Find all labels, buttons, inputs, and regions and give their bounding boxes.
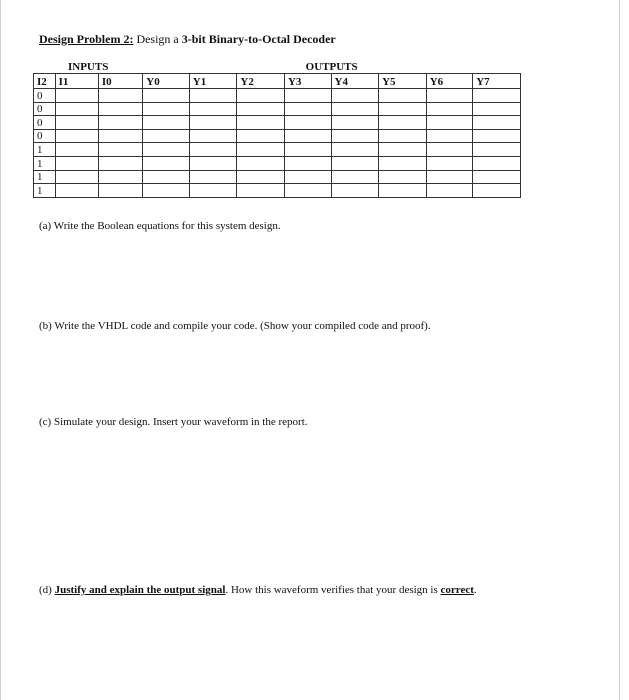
question-d-correct: correct xyxy=(440,584,474,596)
i2-cell: 0 xyxy=(34,129,56,143)
col-header-i0: I0 xyxy=(98,74,142,89)
table-row xyxy=(34,170,521,184)
question-c: (c) Simulate your design. Insert your waveform in the report. xyxy=(39,416,308,428)
col-header-y2: Y2 xyxy=(237,74,285,89)
table-row xyxy=(34,102,521,116)
question-d-emphasis: Justify and explain the output signal xyxy=(54,584,226,596)
i2-cell: 1 xyxy=(34,184,56,198)
column-header-row xyxy=(34,74,521,89)
problem-prefix: Design a xyxy=(133,32,182,46)
col-header-y7: Y7 xyxy=(473,74,521,89)
i2-cell: 0 xyxy=(34,116,56,130)
i2-cell: 1 xyxy=(34,156,56,170)
outputs-group-header: OUTPUTS xyxy=(305,61,358,73)
problem-label: Design Problem 2: xyxy=(39,32,134,46)
question-d-suffix: . xyxy=(473,584,477,596)
i2-cell: 1 xyxy=(34,170,56,184)
table-row xyxy=(34,184,521,198)
table-row xyxy=(34,129,521,143)
i2-cell: 0 xyxy=(34,102,56,116)
page-edge-right xyxy=(619,0,620,700)
i2-cell: 1 xyxy=(34,143,56,157)
problem-title xyxy=(39,32,336,47)
question-d-prefix: (d) xyxy=(39,584,55,596)
table-row xyxy=(34,116,521,130)
question-a: (a) Write the Boolean equations for this system design. xyxy=(39,220,281,232)
col-header-y5: Y5 xyxy=(379,74,427,89)
col-header-y4: Y4 xyxy=(331,74,379,89)
truth-table xyxy=(33,60,521,198)
col-header-i1: I1 xyxy=(55,74,98,89)
question-b: (b) Write the VHDL code and compile your code. (Show your compiled code and proof). xyxy=(39,320,431,332)
table-row xyxy=(34,143,521,157)
table-row xyxy=(34,156,521,170)
page-edge-left xyxy=(0,0,1,700)
i2-cell: 0 xyxy=(34,89,56,103)
col-header-y0: Y0 xyxy=(143,74,190,89)
col-header-i2: I2 xyxy=(34,74,56,89)
col-header-y6: Y6 xyxy=(426,74,473,89)
question-d xyxy=(39,584,477,596)
col-header-y3: Y3 xyxy=(284,74,331,89)
col-header-y1: Y1 xyxy=(189,74,237,89)
problem-subject: 3-bit Binary-to-Octal Decoder xyxy=(181,32,336,46)
inputs-group-header: INPUTS xyxy=(67,61,109,73)
table-row xyxy=(34,89,521,103)
question-d-middle: . How this waveform verifies that your design is xyxy=(225,584,441,596)
